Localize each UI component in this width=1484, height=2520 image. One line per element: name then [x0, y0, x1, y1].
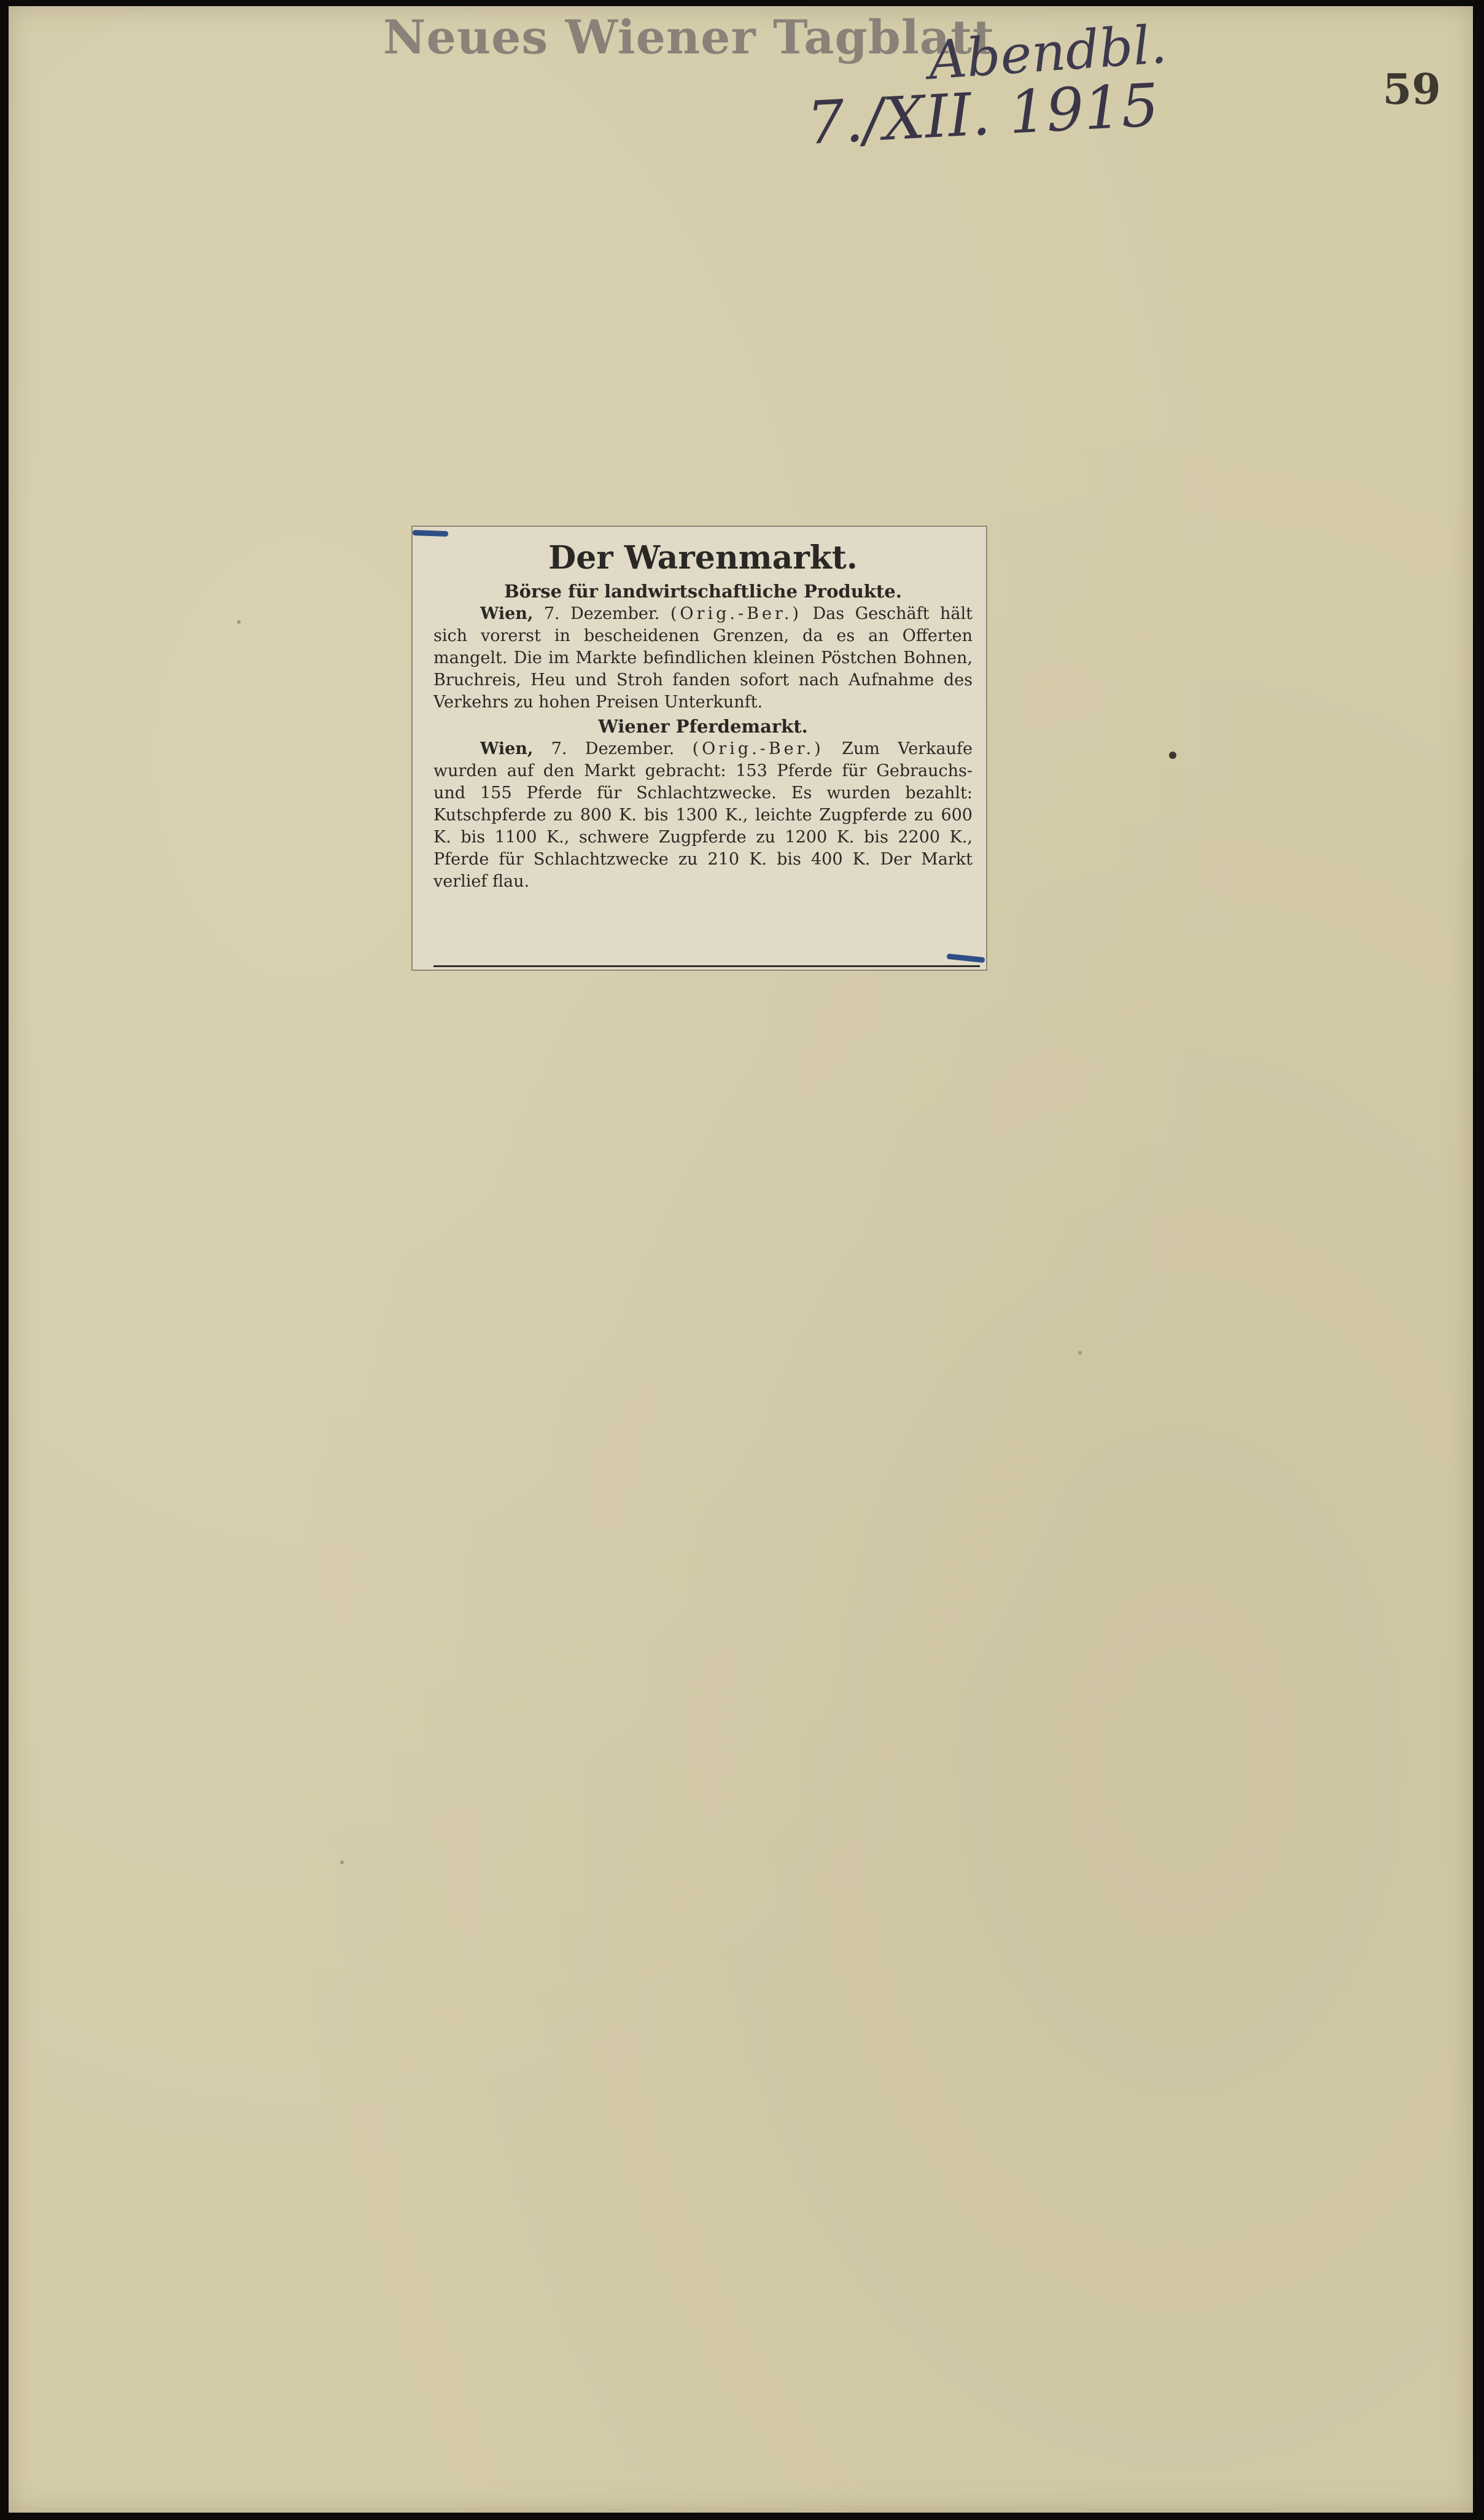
newspaper-name-stamp: Neues Wiener Tagblatt [383, 10, 995, 64]
article-subheading: Börse für landwirtschaftliche Produkte. [504, 581, 902, 602]
paper-speck [237, 620, 241, 624]
article-text: Zum Verkaufe wurden auf den Markt gebracht: 153 Pferde für Gebrauchs- und 155 Pferde für Schlachtzwecke. Es wurden bezahlt: Kutschpferde zu 800 K. bis 1300 K., leichte Zugpferde zu 600 K. bis 1100 K., schwere Zugpferde zu 1200 K. bis 2200 K., Pferde für Schlachtzwecke zu 210 K. bis 400 K. Der Markt verlief flau. [433, 739, 973, 891]
handwritten-edition-note: Abendbl. [926, 14, 1169, 92]
article-dateline-date: 7. Dezember. [533, 739, 693, 758]
article-text: Das Geschäft hält sich vorerst in bescheidenen Grenzen, da es an Offerten mangelt. Die im Markte befindlichen kleinen Pöstchen Bohnen, Bruchreis, Heu und Stroh fanden sofort nach Aufnahme des Verkehrs zu hohen Preisen Unterkunft. [433, 604, 973, 712]
article-source-tag: (Orig.-Ber.) [692, 739, 824, 758]
article-body [433, 603, 973, 714]
article-boerse [433, 580, 973, 714]
clipping-bottom-rule [433, 965, 980, 967]
article-body [433, 738, 973, 893]
page-number: 59 [1383, 65, 1441, 114]
paper-speck [1078, 1351, 1082, 1355]
archive-sheet [9, 6, 1473, 2513]
paper-speck [340, 1861, 344, 1864]
article-dateline-place: Wien, [480, 604, 534, 623]
clipping-headline: Der Warenmarkt. [548, 539, 858, 577]
paper-blemish-dot [1169, 752, 1176, 759]
newspaper-clipping [411, 526, 987, 971]
article-dateline-date: 7. Dezember. [533, 604, 670, 623]
article-dateline-place: Wien, [480, 739, 534, 758]
ink-mark-bottom-right [947, 954, 985, 963]
article-subheading: Wiener Pferdemarkt. [598, 716, 808, 737]
ink-mark-top-left [413, 530, 448, 537]
handwritten-date-note: 7./XII. 1915 [805, 71, 1161, 158]
article-source-tag: (Orig.-Ber.) [670, 604, 802, 623]
article-pferdemarkt [433, 715, 973, 893]
